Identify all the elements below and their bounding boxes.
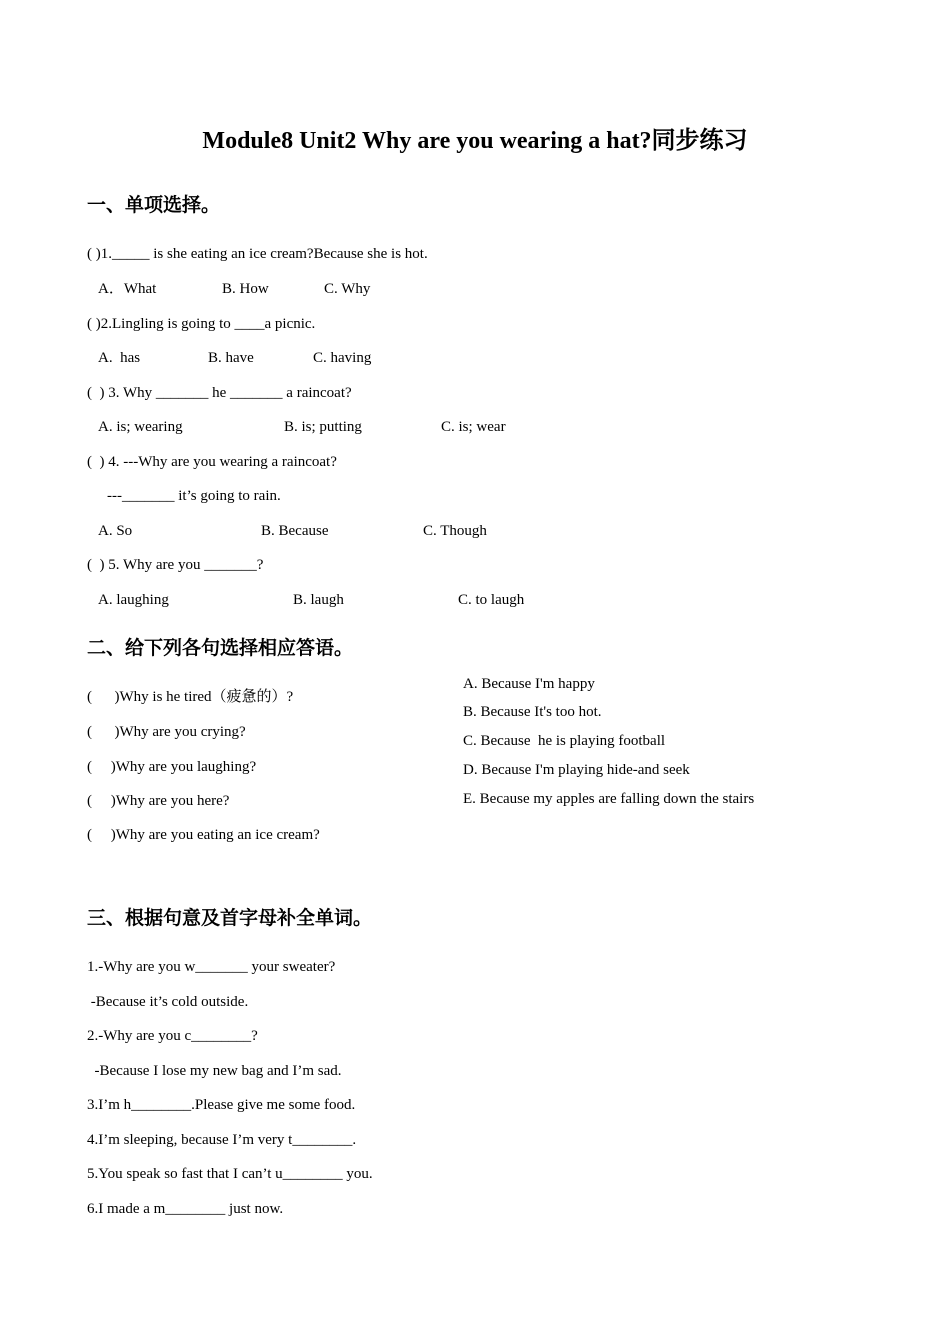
option: A. So (98, 523, 133, 539)
option: A. has (98, 350, 141, 366)
option: C. is; wear (441, 419, 506, 435)
option: B. How (222, 281, 269, 297)
question-4-reply: ---_______ it’s going to rain. (107, 488, 281, 504)
option: B. is; putting (284, 419, 362, 435)
match-answer: E. Because my apples are falling down the stairs (463, 791, 755, 807)
fill-line: 5.You speak so fast that I can’t u________ you. (87, 1166, 373, 1182)
option: C. to laugh (458, 592, 525, 608)
match-question: ( )Why are you laughing? (87, 759, 257, 775)
fill-line: 2.-Why are you c________? (87, 1028, 258, 1044)
section3-heading: 三、根据句意及首字母补全单词。 (87, 907, 373, 929)
question-4: ( ) 4. ---Why are you wearing a raincoat? (87, 454, 337, 470)
option: C. Though (423, 523, 487, 539)
option: C. having (313, 350, 372, 366)
match-answer: B. Because It's too hot. (463, 704, 602, 720)
fill-line: 4.I’m sleeping, because I’m very t________. (87, 1132, 357, 1148)
fill-line: -Because it’s cold outside. (87, 994, 249, 1010)
option: A．What (98, 281, 157, 297)
section2-heading: 二、给下列各句选择相应答语。 (87, 637, 354, 659)
option: B. laugh (293, 592, 344, 608)
match-question: ( )Why are you crying? (87, 724, 246, 740)
option: B. have (208, 350, 254, 366)
question-2: ( )2.Lingling is going to ____a picnic. (87, 316, 316, 332)
option: C. Why (324, 281, 371, 297)
match-question: ( )Why is he tired（疲惫的）? (87, 689, 294, 705)
match-question: ( )Why are you here? (87, 793, 230, 809)
question-5: ( ) 5. Why are you _______? (87, 557, 264, 573)
match-question: ( )Why are you eating an ice cream? (87, 827, 320, 843)
question-3: ( ) 3. Why _______ he _______ a raincoat? (87, 385, 352, 401)
option: A. laughing (98, 592, 169, 608)
page-title: Module8 Unit2 Why are you wearing a hat?同步练习 (202, 128, 748, 154)
fill-line: 6.I made a m________ just now. (87, 1201, 284, 1217)
match-answer: C. Because he is playing football (463, 733, 666, 749)
fill-line: 3.I’m h________.Please give me some food. (87, 1097, 356, 1113)
option: B. Because (261, 523, 329, 539)
section1-heading: 一、单项选择。 (87, 194, 221, 216)
fill-line: -Because I lose my new bag and I’m sad. (87, 1063, 342, 1079)
question-1: ( )1._____ is she eating an ice cream?Because she is hot. (87, 246, 428, 262)
fill-line: 1.-Why are you w_______ your sweater? (87, 959, 336, 975)
match-answer: D. Because I'm playing hide-and seek (463, 762, 690, 778)
match-answer: A. Because I'm happy (463, 676, 595, 692)
option: A. is; wearing (98, 419, 183, 435)
